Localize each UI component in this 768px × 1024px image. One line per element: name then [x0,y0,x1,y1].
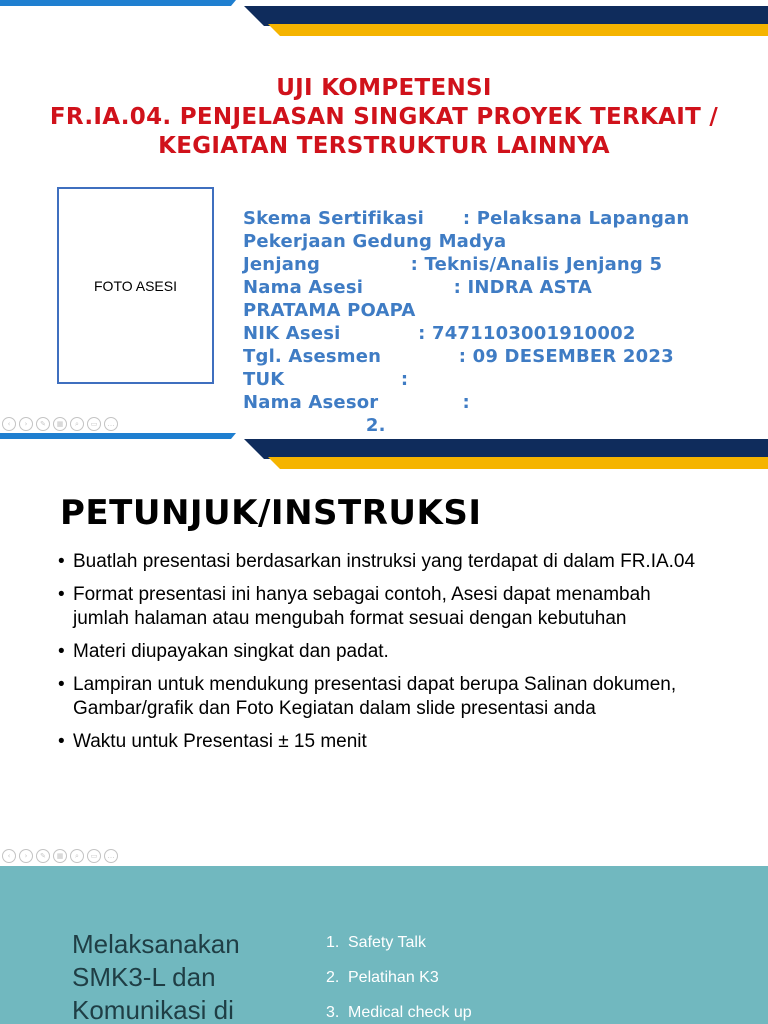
bullet-text: Materi diupayakan singkat dan padat. [73,641,389,662]
photo-placeholder [57,187,214,384]
bullet-text: Lampiran untuk mendukung presentasi dapat berupa Salinan dokumen, Gambar/grafik dan Foto Kegiatan dalam slide presentasi anda [73,674,677,719]
list-item [58,583,708,631]
band-navy [244,6,768,26]
list-item [326,933,472,953]
slide-nav-controls [2,849,118,863]
list-item-text: Medical check up [348,1004,472,1021]
cover-title [0,74,768,161]
bullet-text: Waktu untuk Presentasi ± 15 menit [73,731,367,752]
zoom-icon[interactable]: ⌕ [70,849,84,863]
slides-icon[interactable]: ▦ [53,849,67,863]
info-line: Skema Sertifikasi : Pelaksana Lapangan [243,208,690,229]
list-item [58,673,708,721]
smk3-list [326,933,472,1024]
list-item [58,550,708,574]
info-line: Jenjang : Teknis/Analis Jenjang 5 [243,254,663,275]
instruction-list [58,550,708,763]
info-line: NIK Asesi : 7471103001910002 [243,323,636,344]
bullet-icon: • [58,641,65,662]
list-number: 1. [326,934,340,951]
info-line: Nama Asesi : INDRA ASTA [243,277,592,298]
list-number: 3. [326,1004,340,1021]
list-item [326,968,472,988]
band-yellow [268,24,768,36]
band-light-blue [0,0,236,6]
bullet-icon: • [58,674,65,695]
info-line: PRATAMA POAPA [243,300,416,321]
info-line: Nama Asesor : [243,392,470,413]
list-item [326,1003,472,1023]
smk3-heading-line: Komunikasi di [72,995,234,1024]
smk3-heading [72,928,292,1024]
pen-icon[interactable]: ✎ [36,849,50,863]
band-yellow [268,457,768,469]
header-band [0,0,768,40]
more-icon[interactable]: … [104,849,118,863]
instructions-heading: PETUNJUK/INSTRUKSI [60,493,482,533]
slides-icon[interactable]: ▦ [53,417,67,431]
info-line: Tgl. Asesmen : 09 DESEMBER 2023 [243,346,674,367]
assessee-info [243,207,743,432]
list-item-text: Safety Talk [348,934,426,951]
smk3-heading-line: SMK3-L dan [72,962,216,992]
slide-nav-controls [2,417,118,431]
bullet-text: Buatlah presentasi berdasarkan instruksi yang terdapat di dalam FR.IA.04 [73,551,696,572]
more-icon[interactable]: … [104,417,118,431]
subtitle-icon[interactable]: ▭ [87,849,101,863]
title-line-1: UJI KOMPETENSI [276,75,492,101]
slide-smk3 [0,866,768,1024]
list-item-text: Pelatihan K3 [348,969,439,986]
bullet-icon: • [58,731,65,752]
title-line-2: FR.IA.04. PENJELASAN SINGKAT PROYEK TERKAIT / [49,104,719,130]
bullet-icon: • [58,584,65,605]
header-band [0,433,768,473]
info-line: TUK : [243,369,409,390]
prev-icon[interactable]: ‹ [2,849,16,863]
bullet-icon: • [58,551,65,572]
title-line-3: KEGIATAN TERSTRUKTUR LAINNYA [158,133,610,159]
info-line: 2. [243,415,386,432]
band-light-blue [0,433,236,439]
photo-label: FOTO ASESI [94,277,177,294]
band-navy [244,439,768,459]
list-item [58,730,708,754]
bullet-text: Format presentasi ini hanya sebagai contoh, Asesi dapat menambah jumlah halaman atau mengubah format sesuai dengan kebutuhan [73,584,651,629]
info-line: Pekerjaan Gedung Madya [243,231,507,252]
next-icon[interactable]: › [19,849,33,863]
list-item [58,640,708,664]
slide-instructions [0,433,768,865]
smk3-heading-line: Melaksanakan [72,929,240,959]
zoom-icon[interactable]: ⌕ [70,417,84,431]
pen-icon[interactable]: ✎ [36,417,50,431]
list-number: 2. [326,969,340,986]
next-icon[interactable]: › [19,417,33,431]
prev-icon[interactable]: ‹ [2,417,16,431]
subtitle-icon[interactable]: ▭ [87,417,101,431]
slide-cover [0,0,768,432]
